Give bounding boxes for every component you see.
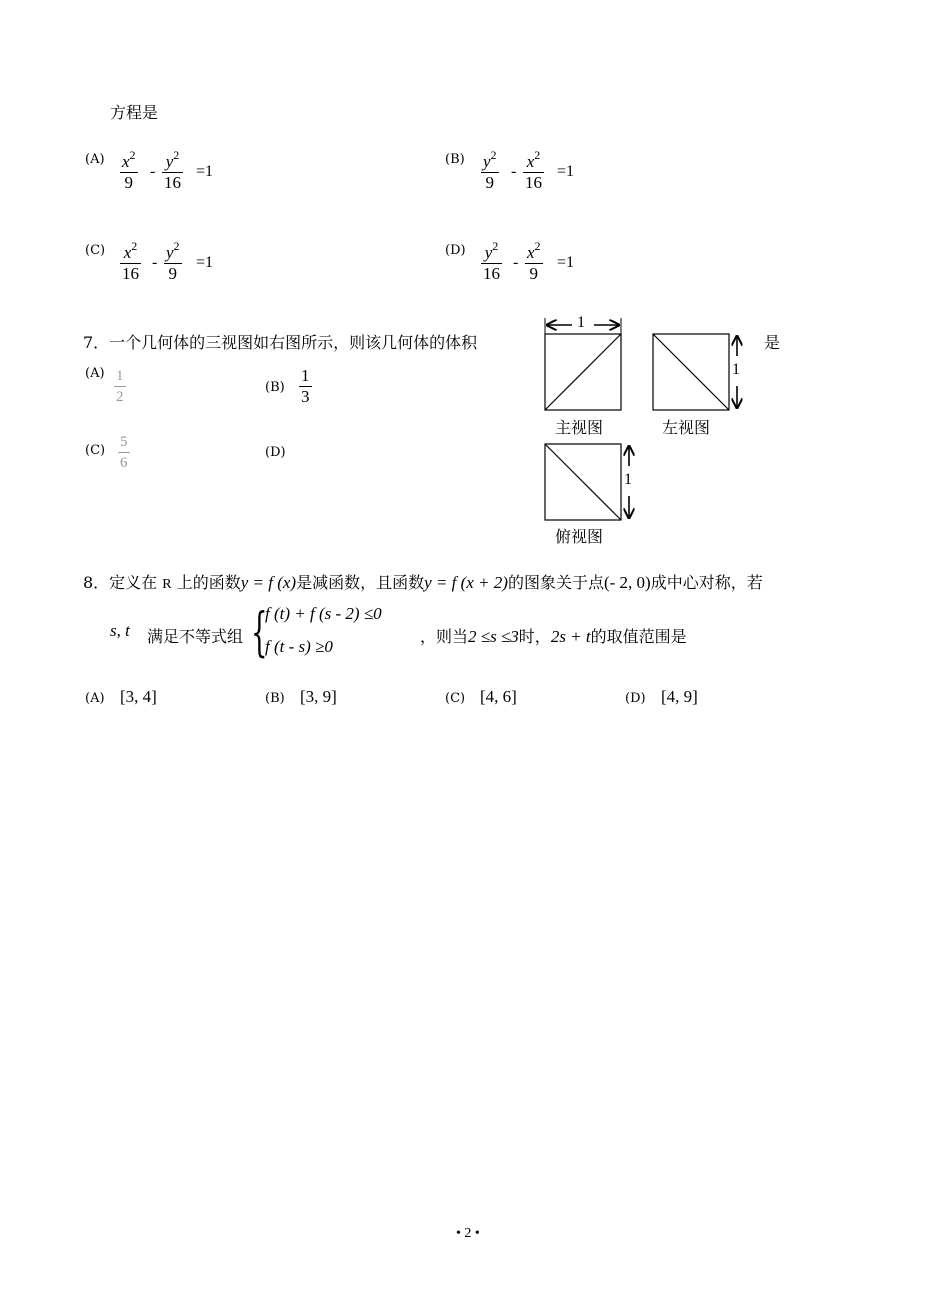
option-label: (A) (85, 152, 105, 167)
fraction: $\frac{y^2}{16}$ (164, 148, 181, 192)
q8-tail: ，则当2 ≤s ≤3时，2s + t的取值范围是 (420, 627, 687, 646)
top-view-caption: 俯视图 (555, 527, 604, 546)
q7-stem: 7．一个几何体的三视图如右图所示，则该几何体的体积 (83, 333, 478, 352)
top-view (545, 444, 629, 520)
left-view (653, 334, 737, 410)
three-views-figure (0, 0, 950, 560)
option-label: (B) (265, 380, 285, 395)
q6-tail: 方程是 (110, 103, 159, 122)
q8-vars: s, t (110, 621, 130, 640)
fraction: $\frac{x^2}{16}$ (122, 239, 139, 283)
option-label: (C) (85, 243, 106, 258)
fraction: $\frac{1}{2}$ (116, 368, 124, 405)
front-dim-label: 1 (577, 314, 585, 331)
option-label: (D) (265, 445, 286, 460)
fraction: $\frac{1}{3}$ (301, 366, 310, 406)
option-label: (D) (445, 243, 466, 258)
q8-constraint-text: 满足不等式组 (147, 627, 244, 646)
option-label: (A) (85, 366, 105, 381)
q7-stem-end: 是 (764, 333, 781, 352)
option-label: (C) (85, 443, 106, 458)
page-number: • 2 • (456, 1226, 480, 1241)
q8-line-1: 8．定义在 R 上的函数y = f (x)是减函数，且函数y = f (x + 2)的图象关于点(- 2, 0)成中心对称，若 (83, 573, 763, 592)
fraction: $\frac{5}{6}$ (120, 434, 128, 471)
option-label: (B) (445, 152, 465, 167)
fraction: $\frac{x^2}{16}$ (525, 148, 542, 192)
left-view-caption: 左视图 (662, 418, 711, 437)
inequality-2: f (t - s) ≥0 (265, 637, 333, 656)
inequality-1: f (t) + f (s - 2) ≤0 (265, 604, 382, 623)
fraction: $\frac{y^2}{16}$ (483, 239, 500, 283)
left-dim-label: 1 (732, 361, 740, 378)
top-dim-label: 1 (624, 471, 632, 488)
fraction: $\frac{x^2}{9}$ (122, 148, 136, 192)
system-brace: { (251, 603, 268, 663)
front-view-caption: 主视图 (555, 418, 604, 437)
fraction: $\frac{x^2}{9}$ (527, 239, 541, 283)
fraction: $\frac{y^2}{9}$ (483, 148, 497, 192)
fraction: $\frac{y^2}{9}$ (166, 239, 180, 283)
